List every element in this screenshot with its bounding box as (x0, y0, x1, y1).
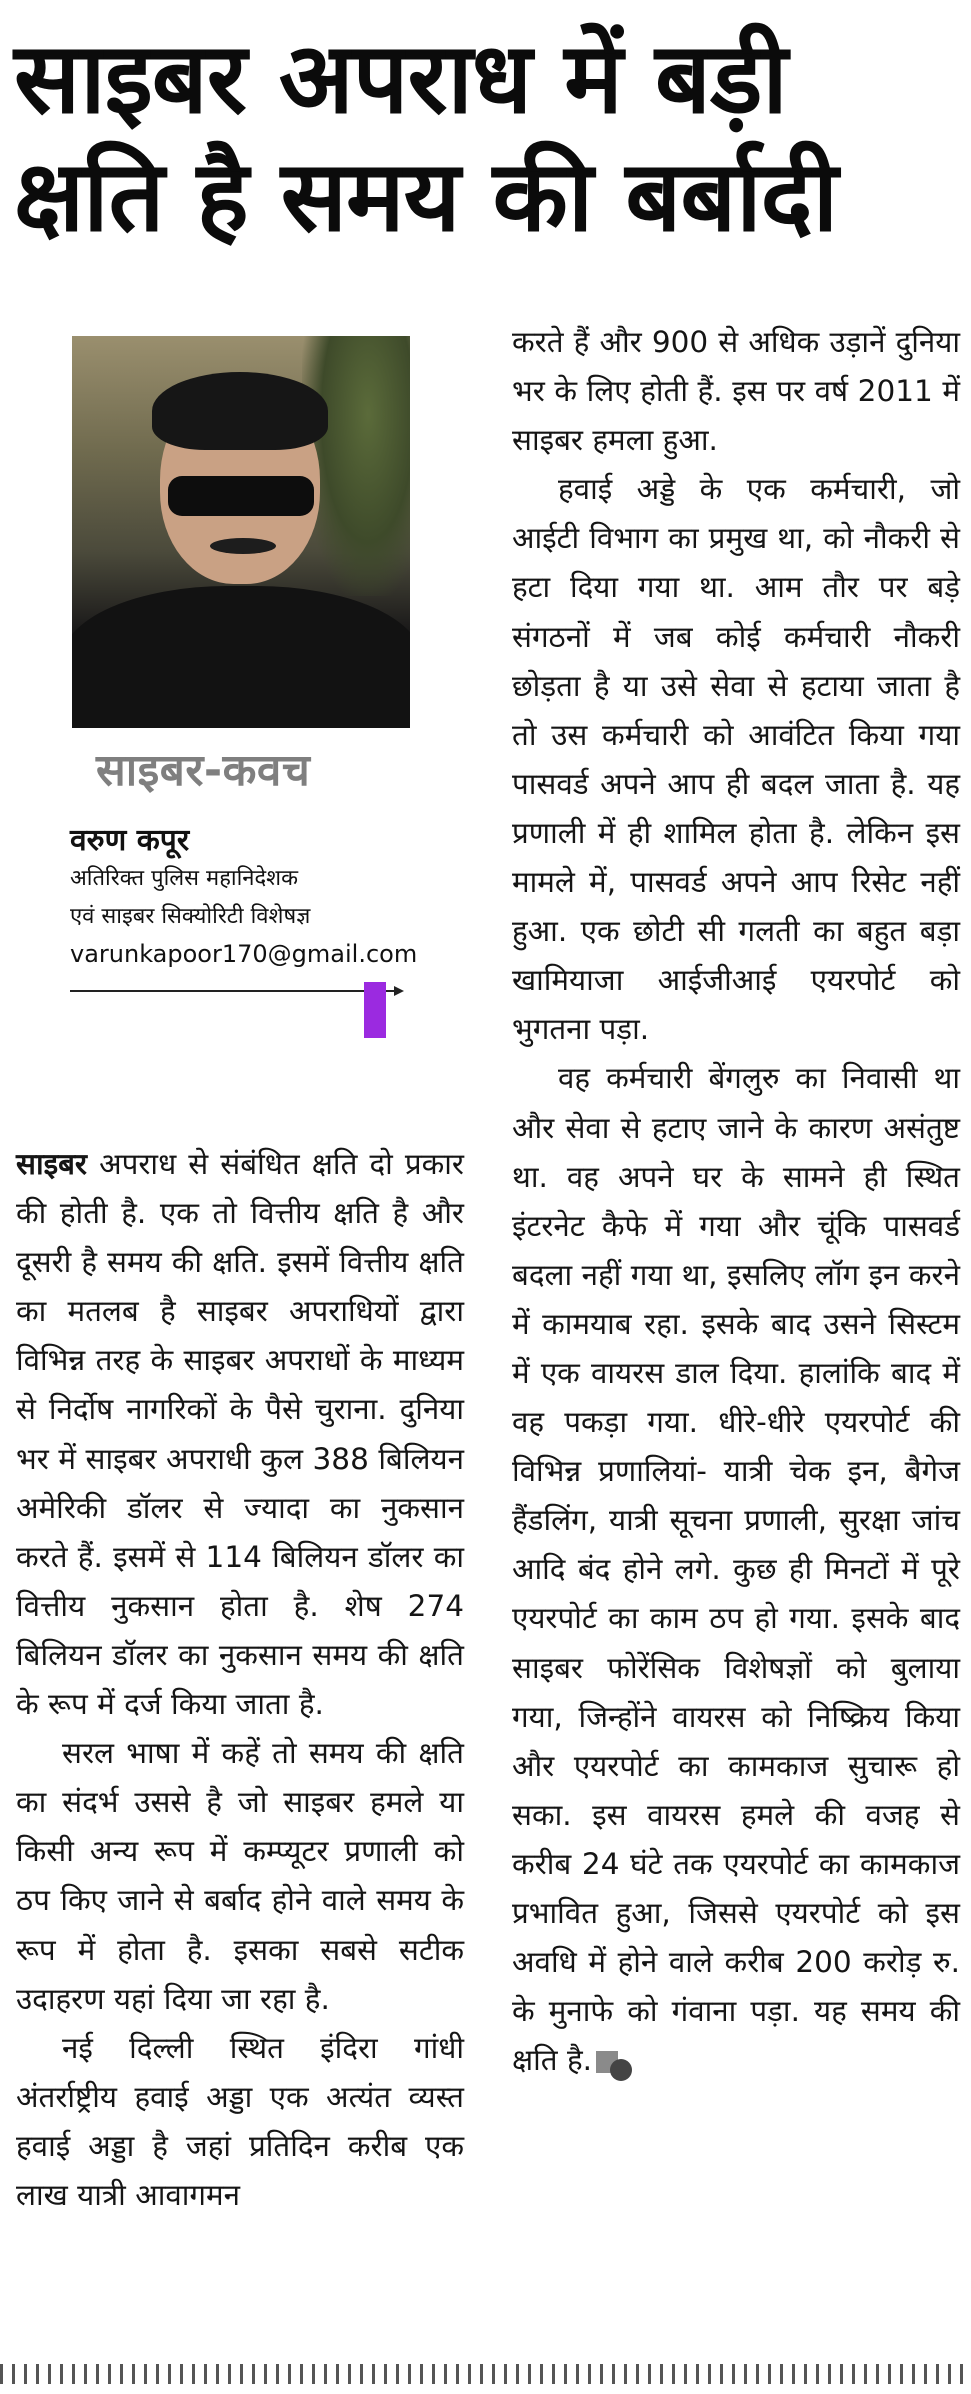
accent-bar (364, 982, 386, 1038)
byline-divider-arrow (394, 986, 404, 996)
lead-word: साइबर (16, 1147, 87, 1181)
author-role: अतिरिक्त पुलिस महानिदेशक (70, 866, 299, 891)
paragraph: करते हैं और 900 से अधिक उड़ानें दुनिया भर के लिए होती हैं. इस पर वर्ष 2011 में साइबर हमला हुआ. (512, 325, 960, 458)
end-of-article-icon (596, 2051, 618, 2073)
paragraph: हवाई अड्डे के एक कर्मचारी, जो आईटी विभाग का प्रमुख था, को नौकरी से हटा दिया गया था. आम तौर पर बड़े संगठनों में जब कोई कर्मचारी नौकरी छोड़ता है या उसे सेवा से हटाया जाता है तो उस कर्मचारी को आवंटित किया गया पासवर्ड अपने आप ही बदल जाता है. यह प्रणाली में ही शामिल होता है. लेकिन इस मामले में, पासवर्ड अपने आप रिसेट नहीं हुआ. एक छोटी सी गलती का बहुत बड़ा खामियाजा आईजीआई एयरपोर्ट को भुगतना पड़ा. (512, 472, 960, 1047)
article-column-left (16, 1140, 464, 2220)
paragraph-text: अपराध से संबंधित क्षति दो प्रकार की होती है. एक तो वित्तीय क्षति है और दूसरी है समय की क्षति. इसमें वित्तीय क्षति का मतलब है साइबर अपराधियों द्वारा विभिन्न तरह के साइबर अपराधों के माध्यम से निर्दोष नागरिकों के पैसे चुराना. दुनिया भर में साइबर अपराधी कुल 388 बिलियन अमेरिकी डॉलर से ज्यादा का नुकसान करते हैं. इसमें से 114 बिलियन डॉलर का वित्तीय नुकसान होता है. शेष 274 बिलियन डॉलर का नुकसान समय की क्षति के रूप में दर्ज किया जाता है. (16, 1147, 464, 1722)
author-name: वरुण कपूर (70, 823, 190, 858)
headline-line-1: साइबर अपराध में बड़ी (14, 22, 787, 136)
byline-divider (70, 990, 400, 992)
author-org: एवं साइबर सिक्योरिटी विशेषज्ञ (70, 904, 311, 929)
paragraph: नई दिल्ली स्थित इंदिरा गांधी अंतर्राष्ट्रीय हवाई अड्डा एक अत्यंत व्यस्त हवाई अड्डा है जहां प्रतिदिन करीब एक लाख यात्री आवागमन (16, 2030, 464, 2212)
headline-line-2: क्षति है समय की बर्बादी (14, 140, 838, 254)
paragraph: सरल भाषा में कहें तो समय की क्षति का संदर्भ उससे है जो साइबर हमले या किसी अन्य रूप में कम्प्यूटर प्रणाली को ठप किए जाने से बर्बाद होने वाले समय के रूप में होता है. इसका सबसे सटीक उदाहरण यहां दिया जा रहा है. (16, 1736, 464, 2016)
headline (14, 20, 954, 256)
article-column-right (512, 318, 960, 2085)
paragraph (16, 1140, 464, 1729)
column-title: साइबर-कवच (96, 745, 311, 796)
page-footer-rule (0, 2364, 971, 2384)
author-photo (72, 336, 410, 728)
paragraph-text: वह कर्मचारी बेंगलुरु का निवासी था और सेवा से हटाए जाने के कारण असंतुष्ट था. वह अपने घर के सामने ही स्थित इंटरनेट कैफे में गया और चूंकि पासवर्ड बदला नहीं गया था, इसलिए लॉग इन करने में कामयाब रहा. इसके बाद उसने सिस्टम में एक वायरस डाल दिया. हालांकि बाद में वह पकड़ा गया. धीरे-धीरे एयरपोर्ट की विभिन्न प्रणालियां- यात्री चेक इन, बैगेज हैंडलिंग, यात्री सूचना प्रणाली, सुरक्षा जांच आदि बंद होने लगे. कुछ ही मिनटों में पूरे एयरपोर्ट का काम ठप हो गया. इसके बाद साइबर फोरेंसिक विशेषज्ञों को बुलाया गया, जिन्होंने वायरस को निष्क्रिय किया और एयरपोर्ट का कामकाज सुचारू हो सका. इस वायरस हमले की वजह से करीब 24 घंटे तक एयरपोर्ट का कामकाज प्रभावित हुआ, जिससे एयरपोर्ट को इस अवधि में होने वाले करीब 200 करोड़ रु. के मुनाफे को गंवाना पड़ा. यह समय की क्षति है. (512, 1061, 960, 2078)
paragraph (512, 1054, 960, 2085)
author-email: varunkapoor170@gmail.com (70, 940, 418, 968)
